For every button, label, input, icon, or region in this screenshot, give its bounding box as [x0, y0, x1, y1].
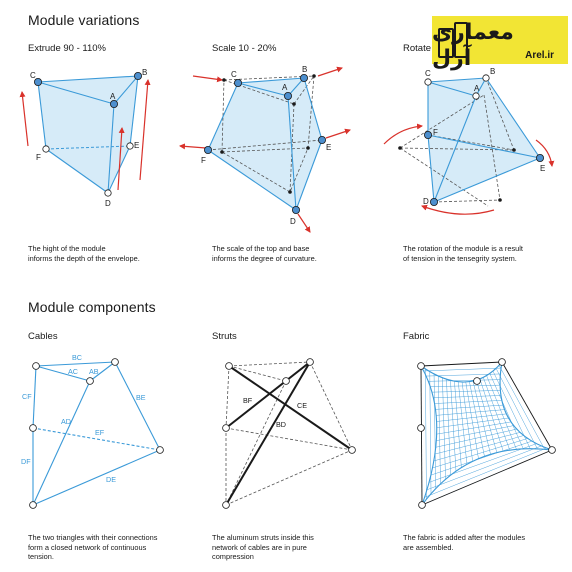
cable-label-ac: AC: [68, 367, 78, 376]
fabric-thread: [435, 405, 503, 409]
strut-label-ce: CE: [297, 401, 307, 410]
panel-title-extrude: Extrude 90 - 110%: [28, 43, 106, 54]
caption-line: informs the degree of curvature.: [212, 253, 317, 263]
node-e: [549, 447, 556, 454]
node-b: [307, 359, 314, 366]
node-a: [474, 378, 481, 385]
caption-line: network of cables are in pure: [212, 542, 307, 552]
node-b: [499, 359, 506, 366]
node-e: [127, 143, 133, 149]
node-d: [105, 190, 111, 196]
envelope-point: [292, 102, 296, 106]
node-b: [483, 75, 489, 81]
fabric-thread: [466, 382, 479, 459]
diagram-rotate: [384, 67, 552, 214]
envelope-point: [398, 146, 402, 150]
envelope-point: [288, 190, 292, 194]
fabric-thread: [424, 368, 501, 371]
fabric-thread: [427, 446, 541, 490]
rotate-arrow: [384, 126, 422, 144]
node-a: [283, 378, 290, 385]
panel-title-cables: Cables: [28, 331, 58, 342]
node-d: [292, 206, 299, 213]
caption-line: The hight of the module: [28, 244, 106, 253]
cable-dashed: [226, 362, 352, 505]
cable-label-ab: AB: [89, 367, 99, 376]
caption-line: The fabric is added after the modules: [403, 533, 526, 542]
node-a: [284, 92, 291, 99]
scale-arrow: [180, 146, 206, 148]
scale-arrow: [318, 68, 342, 76]
diagram-scale: [180, 65, 350, 232]
node-e: [318, 136, 325, 143]
node-e: [157, 447, 164, 454]
fabric-thread: [432, 390, 500, 392]
caption-line: The scale of the top and base: [212, 244, 310, 253]
cable-label-de: DE: [106, 475, 116, 484]
diagram-fabric: [418, 359, 556, 509]
node-f: [223, 425, 230, 432]
envelope-point: [220, 150, 224, 154]
strut-ce: [229, 366, 352, 450]
node-e: [349, 447, 356, 454]
fabric-thread: [428, 380, 500, 382]
node-a: [473, 93, 479, 99]
label-b: B: [142, 68, 148, 77]
panel-title-struts: Struts: [212, 331, 237, 342]
caption-line: of tension in the tensegrity system.: [403, 253, 517, 263]
node-f: [30, 425, 37, 432]
fabric-thread: [432, 438, 527, 468]
diagram-cables: [21, 353, 163, 508]
panel-title-rotate: Rotate: [403, 43, 431, 54]
rotate-arrow: [422, 206, 494, 214]
cable-label-ad: AD: [61, 417, 71, 426]
extrude-arrow: [22, 92, 28, 146]
node-f: [204, 146, 211, 153]
label-a: A: [282, 83, 288, 92]
cable-label-cf: CF: [22, 392, 32, 401]
panel-title-scale: Scale 10 - 20%: [212, 43, 277, 54]
label-a: A: [474, 84, 480, 93]
diagram-extrude: [22, 68, 148, 208]
node-a: [110, 100, 117, 107]
module-fill: [208, 78, 322, 210]
cable-label-be: BE: [136, 393, 146, 402]
strut-label-bd: BD: [276, 420, 286, 429]
fabric-thread: [430, 385, 500, 387]
label-a: A: [110, 92, 116, 101]
node-c: [33, 363, 40, 370]
section-title-components: Module components: [28, 299, 156, 315]
label-c: C: [425, 69, 431, 78]
caption-line: The aluminum struts inside this: [212, 533, 314, 542]
envelope-point: [222, 78, 226, 82]
rotate-arrow: [536, 140, 552, 166]
label-c: C: [30, 71, 36, 80]
label-e: E: [134, 141, 140, 150]
section-title-variations: Module variations: [28, 12, 140, 28]
scale-arrow: [298, 214, 310, 232]
caption-line: form a closed network of continuous: [28, 542, 147, 552]
node-d: [223, 502, 230, 509]
node-b: [300, 74, 307, 81]
fabric-thread: [462, 382, 473, 461]
node-f: [43, 146, 49, 152]
label-d: D: [105, 199, 111, 208]
label-f: F: [433, 128, 438, 137]
node-d: [430, 198, 437, 205]
extrude-arrow: [140, 80, 148, 180]
node-c: [226, 363, 233, 370]
caption-line: compression: [212, 552, 254, 562]
node-c: [425, 79, 431, 85]
label-b: B: [302, 65, 308, 74]
node-e: [536, 154, 543, 161]
envelope-point: [306, 146, 310, 150]
cable-label-df: DF: [21, 457, 31, 466]
cable-label-ef: EF: [95, 428, 105, 437]
logo-text: معماری آرل: [432, 19, 514, 70]
caption-line: tension.: [28, 552, 54, 562]
caption-line: The two triangles with their connections: [28, 533, 158, 542]
fabric-thread: [446, 379, 450, 475]
label-d: D: [290, 217, 296, 226]
node-f: [418, 425, 425, 432]
scale-arrow: [326, 130, 350, 138]
node-c: [418, 363, 425, 370]
fabric-thread: [437, 418, 509, 428]
diagram-struts: [223, 359, 356, 509]
label-c: C: [231, 70, 237, 79]
cable-label-bc: BC: [72, 353, 82, 362]
fabric-thread: [499, 365, 545, 449]
envelope-point: [498, 198, 502, 202]
label-e: E: [326, 143, 332, 152]
scale-arrow: [193, 76, 222, 80]
label-d: D: [423, 197, 429, 206]
fabric-thread: [437, 422, 511, 434]
node-b: [134, 72, 141, 79]
node-d: [419, 502, 426, 509]
logo-url: Arel.ir: [525, 50, 554, 61]
node-a: [87, 378, 94, 385]
caption-line: informs the depth of the envelope.: [28, 253, 140, 263]
label-e: E: [540, 164, 546, 173]
fabric-thread: [487, 376, 517, 450]
node-c: [234, 79, 241, 86]
panel-title-fabric: Fabric: [403, 331, 430, 342]
envelope-point: [312, 74, 316, 78]
envelope-point: [512, 148, 516, 152]
label-f: F: [36, 153, 41, 162]
strut-label-bf: BF: [243, 396, 253, 405]
node-b: [112, 359, 119, 366]
fabric-thread: [434, 374, 436, 489]
label-b: B: [490, 67, 496, 76]
strut-bd: [226, 362, 310, 505]
node-f: [424, 131, 431, 138]
fabric-thread: [425, 369, 426, 499]
caption-line: The rotation of the module is a result: [403, 244, 523, 253]
node-d: [30, 502, 37, 509]
caption-line: are assembled.: [403, 542, 454, 552]
label-f: F: [201, 156, 206, 165]
